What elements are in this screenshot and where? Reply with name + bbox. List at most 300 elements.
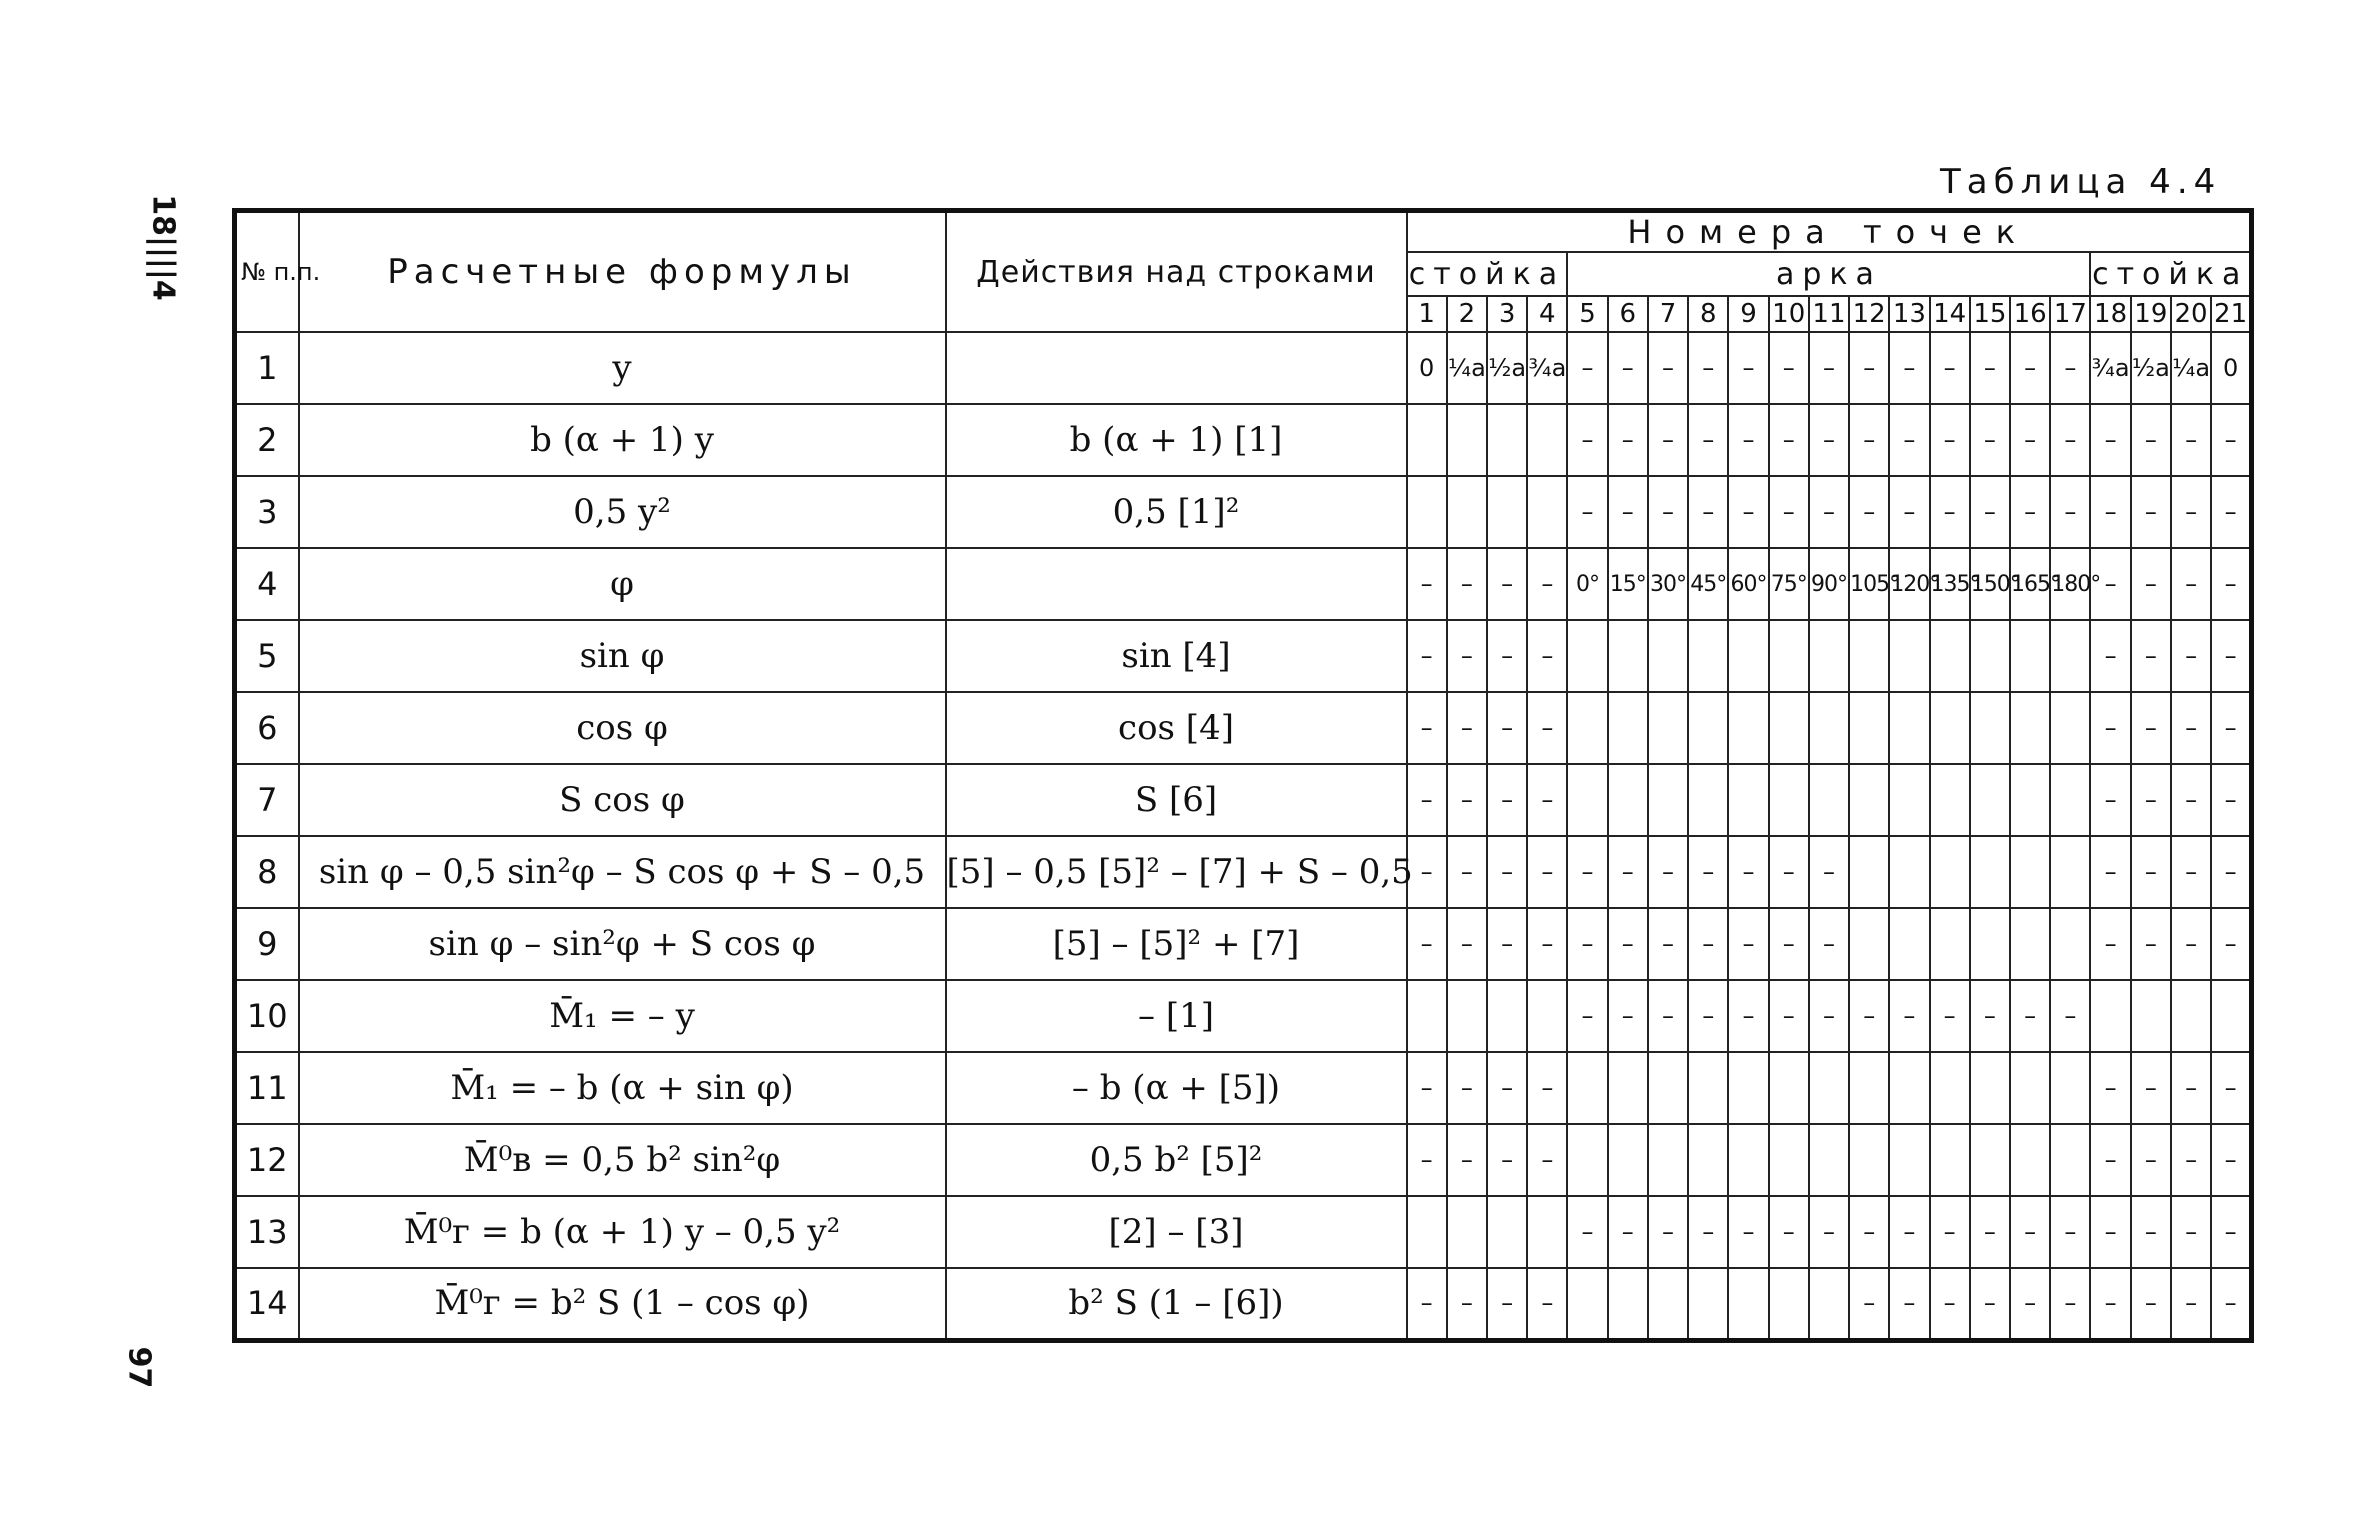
point-cell: – (2211, 1124, 2251, 1196)
row-action: b (α + 1) [1] (946, 404, 1407, 476)
point-cell (1930, 692, 1970, 764)
point-cell: – (2171, 548, 2211, 620)
header-num-label: № п.п. (235, 211, 299, 333)
point-cell: – (2131, 1124, 2171, 1196)
table-row (235, 1124, 2252, 1196)
point-cell (1608, 1124, 1648, 1196)
table-row (235, 692, 2252, 764)
point-cell: – (1688, 332, 1728, 404)
point-cell: – (1487, 908, 1527, 980)
point-cell (1930, 908, 1970, 980)
point-cell (1849, 908, 1889, 980)
point-cell: – (1648, 404, 1688, 476)
point-cell (1407, 476, 1447, 548)
point-cell (1688, 620, 1728, 692)
header-group-arka: арка (1567, 252, 2090, 296)
point-cell: – (1769, 980, 1809, 1052)
point-cell: – (2171, 1052, 2211, 1124)
point-cell: ¼a (1447, 332, 1487, 404)
point-cell: – (1728, 980, 1768, 1052)
point-cell: – (1487, 1052, 1527, 1124)
point-cell: – (2171, 1124, 2211, 1196)
header-point-number: 21 (2211, 296, 2251, 332)
point-cell: – (1447, 1052, 1487, 1124)
point-cell (1567, 1052, 1607, 1124)
header-point-number: 9 (1728, 296, 1768, 332)
point-cell (1567, 1268, 1607, 1340)
point-cell: – (2050, 476, 2090, 548)
point-cell (2010, 764, 2050, 836)
point-cell: – (1527, 908, 1567, 980)
row-number: 14 (235, 1268, 299, 1340)
point-cell: – (1447, 620, 1487, 692)
point-cell (1970, 1052, 2010, 1124)
point-cell: – (1728, 332, 1768, 404)
row-action: S [6] (946, 764, 1407, 836)
point-cell: – (1447, 1124, 1487, 1196)
point-cell: – (1970, 1268, 2010, 1340)
point-cell: – (1407, 620, 1447, 692)
point-cell: – (1567, 1196, 1607, 1268)
point-cell: – (2050, 1196, 2090, 1268)
point-cell (2131, 980, 2171, 1052)
point-cell: – (1527, 1124, 1567, 1196)
point-cell (1728, 1268, 1768, 1340)
point-cell: 75° (1769, 548, 1809, 620)
point-cell: – (1769, 908, 1809, 980)
point-cell: – (2010, 980, 2050, 1052)
point-cell (1970, 764, 2010, 836)
table-row (235, 1268, 2252, 1340)
point-cell: – (1527, 764, 1567, 836)
header-point-number: 13 (1889, 296, 1929, 332)
point-cell: – (1889, 1196, 1929, 1268)
point-cell: ¼a (2171, 332, 2211, 404)
point-cell: ½a (2131, 332, 2171, 404)
table-row (235, 1196, 2252, 1268)
table-row (235, 836, 2252, 908)
point-cell: 180° (2050, 548, 2090, 620)
point-cell: – (2090, 908, 2130, 980)
point-cell (1608, 620, 1648, 692)
point-cell (1889, 620, 1929, 692)
point-cell: – (1889, 476, 1929, 548)
point-cell (1849, 692, 1889, 764)
point-cell: 0 (2211, 332, 2251, 404)
row-number: 3 (235, 476, 299, 548)
row-number: 4 (235, 548, 299, 620)
point-cell: 90° (1809, 548, 1849, 620)
point-cell: – (1648, 908, 1688, 980)
point-cell: – (2131, 908, 2171, 980)
point-cell: – (2131, 548, 2171, 620)
point-cell (1487, 476, 1527, 548)
row-formula: sin φ – 0,5 sin²φ – S cos φ + S – 0,5 (299, 836, 946, 908)
point-cell (1567, 692, 1607, 764)
point-cell: – (2090, 548, 2130, 620)
table-row (235, 620, 2252, 692)
point-cell: – (1447, 908, 1487, 980)
point-cell: – (1889, 1268, 1929, 1340)
point-cell: – (1769, 332, 1809, 404)
point-cell: – (1769, 476, 1809, 548)
point-cell: – (2090, 1124, 2130, 1196)
point-cell (1487, 404, 1527, 476)
point-cell: – (1688, 404, 1728, 476)
row-number: 8 (235, 836, 299, 908)
header-point-number: 19 (2131, 296, 2171, 332)
point-cell: – (1608, 404, 1648, 476)
header-actions-label: Действия над строками (946, 211, 1407, 333)
point-cell (1688, 764, 1728, 836)
point-cell: – (1648, 332, 1688, 404)
row-formula: sin φ – sin²φ + S cos φ (299, 908, 946, 980)
point-cell: – (2131, 764, 2171, 836)
table-row (235, 764, 2252, 836)
row-action: 0,5 b² [5]² (946, 1124, 1407, 1196)
point-cell (1447, 980, 1487, 1052)
point-cell: – (1688, 1196, 1728, 1268)
header-point-number: 7 (1648, 296, 1688, 332)
point-cell: – (1487, 836, 1527, 908)
point-cell (1608, 1268, 1648, 1340)
point-cell: – (2090, 764, 2130, 836)
point-cell: – (1407, 908, 1447, 980)
point-cell (2050, 692, 2090, 764)
point-cell: – (1527, 692, 1567, 764)
point-cell (1769, 764, 1809, 836)
point-cell (1447, 1196, 1487, 1268)
point-cell: – (1849, 1268, 1889, 1340)
point-cell: – (1930, 980, 1970, 1052)
point-cell: – (1970, 332, 2010, 404)
header-point-number: 16 (2010, 296, 2050, 332)
header-point-number: 8 (1688, 296, 1728, 332)
row-number: 11 (235, 1052, 299, 1124)
header-point-number: 5 (1567, 296, 1607, 332)
point-cell: – (1447, 764, 1487, 836)
point-cell (1970, 692, 2010, 764)
header-point-number: 1 (1407, 296, 1447, 332)
point-cell: – (2131, 1268, 2171, 1340)
point-cell: – (1688, 836, 1728, 908)
point-cell (1769, 1268, 1809, 1340)
point-cell: – (1728, 908, 1768, 980)
point-cell: – (1769, 836, 1809, 908)
point-cell: 45° (1688, 548, 1728, 620)
point-cell (2171, 980, 2211, 1052)
point-cell: – (1809, 1196, 1849, 1268)
header-point-number: 12 (1849, 296, 1889, 332)
point-cell: – (2010, 1196, 2050, 1268)
point-cell (1407, 1196, 1447, 1268)
row-formula: M̄⁰г = b (α + 1) y – 0,5 y² (299, 1196, 946, 1268)
table-row (235, 908, 2252, 980)
header-point-number: 11 (1809, 296, 1849, 332)
point-cell: – (1849, 404, 1889, 476)
point-cell (1889, 1052, 1929, 1124)
point-cell: 120° (1889, 548, 1929, 620)
point-cell (2010, 1052, 2050, 1124)
row-number: 5 (235, 620, 299, 692)
point-cell: – (2211, 404, 2251, 476)
row-formula: cos φ (299, 692, 946, 764)
point-cell (1608, 1052, 1648, 1124)
point-cell (2090, 980, 2130, 1052)
point-cell: – (1648, 1196, 1688, 1268)
point-cell (1930, 836, 1970, 908)
point-cell: – (1407, 1124, 1447, 1196)
point-cell (1970, 1124, 2010, 1196)
point-cell: – (2010, 1268, 2050, 1340)
point-cell: – (1889, 332, 1929, 404)
point-cell (1648, 1124, 1688, 1196)
point-cell (1527, 980, 1567, 1052)
row-formula: M̄⁰в = 0,5 b² sin²φ (299, 1124, 946, 1196)
point-cell: – (2211, 620, 2251, 692)
point-cell (1769, 1052, 1809, 1124)
point-cell: – (1728, 1196, 1768, 1268)
point-cell: – (2131, 836, 2171, 908)
row-action: [2] – [3] (946, 1196, 1407, 1268)
point-cell (1407, 404, 1447, 476)
point-cell (1567, 764, 1607, 836)
point-cell (1648, 620, 1688, 692)
point-cell: – (1407, 692, 1447, 764)
row-action: [5] – 0,5 [5]² – [7] + S – 0,5 (946, 836, 1407, 908)
margin-mark-top: 18||||4 (145, 194, 181, 301)
row-formula: sin φ (299, 620, 946, 692)
point-cell (1728, 1124, 1768, 1196)
row-action: sin [4] (946, 620, 1407, 692)
point-cell: – (1809, 908, 1849, 980)
point-cell: – (1608, 980, 1648, 1052)
point-cell: – (1688, 980, 1728, 1052)
point-cell (1889, 836, 1929, 908)
point-cell: – (2090, 1052, 2130, 1124)
point-cell: – (2171, 1268, 2211, 1340)
header-point-number: 18 (2090, 296, 2130, 332)
point-cell: – (1849, 476, 1889, 548)
point-cell (1608, 764, 1648, 836)
header-row-1 (235, 211, 2252, 253)
point-cell: – (1608, 476, 1648, 548)
point-cell (1728, 620, 1768, 692)
point-cell: – (2211, 764, 2251, 836)
point-cell: – (2090, 476, 2130, 548)
point-cell (1849, 1052, 1889, 1124)
point-cell: – (1608, 332, 1648, 404)
point-cell (1648, 764, 1688, 836)
table-row (235, 548, 2252, 620)
header-group-stoika-left: стойка (1407, 252, 1568, 296)
point-cell: 105° (1849, 548, 1889, 620)
row-number: 12 (235, 1124, 299, 1196)
point-cell: – (1648, 836, 1688, 908)
header-point-number: 15 (1970, 296, 2010, 332)
header-point-number: 4 (1527, 296, 1567, 332)
point-cell (2010, 620, 2050, 692)
point-cell: – (2211, 476, 2251, 548)
point-cell (2050, 836, 2090, 908)
point-cell: – (1930, 1196, 1970, 1268)
point-cell: – (1930, 404, 1970, 476)
table-row (235, 404, 2252, 476)
point-cell: – (1849, 980, 1889, 1052)
header-point-number: 10 (1769, 296, 1809, 332)
point-cell (2050, 620, 2090, 692)
point-cell (1849, 1124, 1889, 1196)
point-cell (1567, 620, 1607, 692)
point-cell: – (2131, 692, 2171, 764)
point-cell: – (1970, 1196, 2010, 1268)
point-cell: – (1648, 476, 1688, 548)
point-cell (1849, 836, 1889, 908)
row-number: 10 (235, 980, 299, 1052)
row-number: 6 (235, 692, 299, 764)
point-cell (1930, 1052, 1970, 1124)
point-cell: – (1608, 908, 1648, 980)
point-cell (1809, 1052, 1849, 1124)
point-cell (1809, 692, 1849, 764)
point-cell: – (2131, 476, 2171, 548)
point-cell: – (2090, 1196, 2130, 1268)
row-action: 0,5 [1]² (946, 476, 1407, 548)
point-cell (1688, 692, 1728, 764)
point-cell: – (2090, 692, 2130, 764)
point-cell: – (1809, 476, 1849, 548)
point-cell: ½a (1487, 332, 1527, 404)
point-cell: – (2131, 1052, 2171, 1124)
point-cell (1487, 1196, 1527, 1268)
point-cell (2010, 908, 2050, 980)
point-cell: – (1849, 1196, 1889, 1268)
point-cell: – (1407, 764, 1447, 836)
point-cell: – (2171, 404, 2211, 476)
point-cell: – (1688, 476, 1728, 548)
point-cell (1889, 908, 1929, 980)
point-cell (1608, 692, 1648, 764)
table-row (235, 980, 2252, 1052)
point-cell: – (2131, 620, 2171, 692)
row-formula: S cos φ (299, 764, 946, 836)
row-formula: b (α + 1) y (299, 404, 946, 476)
point-cell: – (1728, 476, 1768, 548)
point-cell (2010, 692, 2050, 764)
point-cell: – (1447, 836, 1487, 908)
row-number: 1 (235, 332, 299, 404)
point-cell (1930, 620, 1970, 692)
point-cell (1527, 404, 1567, 476)
point-cell: – (1527, 620, 1567, 692)
point-cell: – (2171, 908, 2211, 980)
point-cell: – (2211, 1268, 2251, 1340)
header-point-number: 2 (1447, 296, 1487, 332)
point-cell: – (1487, 1124, 1527, 1196)
point-cell (1728, 764, 1768, 836)
header-point-number: 14 (1930, 296, 1970, 332)
point-cell: – (1567, 980, 1607, 1052)
point-cell (1728, 692, 1768, 764)
point-cell: – (1608, 1196, 1648, 1268)
point-cell: – (1769, 1196, 1809, 1268)
point-cell (1809, 1124, 1849, 1196)
point-cell (1527, 476, 1567, 548)
point-cell (2211, 980, 2251, 1052)
point-cell (1889, 692, 1929, 764)
point-cell: – (1487, 1268, 1527, 1340)
point-cell (1769, 620, 1809, 692)
header-formulas-label: Расчетные формулы (299, 211, 946, 333)
point-cell: – (2211, 692, 2251, 764)
point-cell (1930, 764, 1970, 836)
point-cell: 135° (1930, 548, 1970, 620)
point-cell: – (1970, 404, 2010, 476)
point-cell: – (2050, 1268, 2090, 1340)
point-cell: – (2010, 332, 2050, 404)
point-cell (1407, 980, 1447, 1052)
point-cell: – (2211, 1196, 2251, 1268)
point-cell: – (1487, 692, 1527, 764)
point-cell (1648, 692, 1688, 764)
row-number: 13 (235, 1196, 299, 1268)
point-cell: – (2211, 548, 2251, 620)
point-cell: 15° (1608, 548, 1648, 620)
point-cell: – (1527, 836, 1567, 908)
point-cell: – (1567, 404, 1607, 476)
point-cell (1688, 1124, 1728, 1196)
row-action: – [1] (946, 980, 1407, 1052)
header-point-number: 20 (2171, 296, 2211, 332)
point-cell (2050, 908, 2090, 980)
point-cell: – (2211, 836, 2251, 908)
point-cell: ¾a (1527, 332, 1567, 404)
point-cell (1447, 404, 1487, 476)
point-cell (2010, 836, 2050, 908)
point-cell: – (1809, 980, 1849, 1052)
point-cell: – (1970, 980, 2010, 1052)
point-cell: – (1809, 332, 1849, 404)
point-cell: – (1447, 692, 1487, 764)
point-cell: – (2211, 1052, 2251, 1124)
point-cell: – (2090, 404, 2130, 476)
row-number: 7 (235, 764, 299, 836)
point-cell: – (2171, 764, 2211, 836)
row-formula: M̄₁ = – y (299, 980, 946, 1052)
point-cell (1728, 1052, 1768, 1124)
point-cell: – (1728, 836, 1768, 908)
point-cell (1889, 1124, 1929, 1196)
point-cell: – (1849, 332, 1889, 404)
point-cell: – (1728, 404, 1768, 476)
point-cell (2010, 1124, 2050, 1196)
point-cell: – (1567, 332, 1607, 404)
point-cell: – (1970, 476, 2010, 548)
point-cell: – (2010, 404, 2050, 476)
point-cell: – (1648, 980, 1688, 1052)
point-cell: – (1930, 332, 1970, 404)
point-cell: – (1527, 548, 1567, 620)
row-formula: M̄⁰г = b² S (1 – cos φ) (299, 1268, 946, 1340)
point-cell: – (2171, 476, 2211, 548)
row-action: cos [4] (946, 692, 1407, 764)
point-cell (1849, 620, 1889, 692)
point-cell: – (2171, 1196, 2211, 1268)
row-formula: 0,5 y² (299, 476, 946, 548)
point-cell (1769, 692, 1809, 764)
point-cell: – (2131, 1196, 2171, 1268)
point-cell: 0° (1567, 548, 1607, 620)
